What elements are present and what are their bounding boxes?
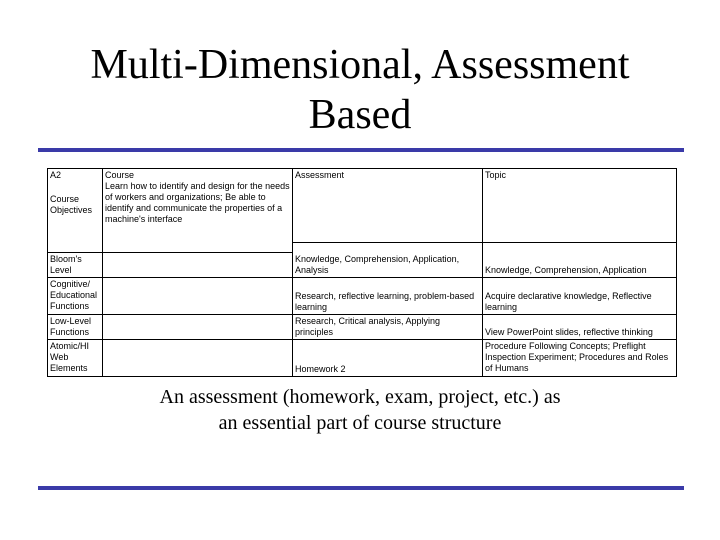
row-label-cognitive-functions: Cognitive/ Educational Functions xyxy=(48,278,103,315)
header-course: Course xyxy=(105,170,135,180)
table-row xyxy=(48,169,677,243)
cognitive-topic-cell: Acquire declarative knowledge, Reflective learning xyxy=(483,278,677,315)
table-cell xyxy=(293,169,483,243)
blooms-assessment-cell: Knowledge, Comprehension, Application, Analysis xyxy=(293,243,483,278)
table-cell xyxy=(48,169,103,253)
row-label-low-level-functions: Low-Level Functions xyxy=(48,315,103,340)
row-label-blooms-level: Bloom's Level xyxy=(48,253,103,278)
table-cell xyxy=(483,169,677,243)
header-topic: Topic xyxy=(485,170,507,180)
table-row xyxy=(48,315,677,340)
header-a2: A2 xyxy=(50,170,62,180)
table-cell xyxy=(103,169,293,253)
table-cell xyxy=(103,315,293,340)
row-label-course-objectives: Course Objectives xyxy=(50,194,93,215)
low-level-assessment-cell: Research, Critical analysis, Applying principles xyxy=(293,315,483,340)
course-objectives-text: Learn how to identify and design for the needs of workers and organizations; Be able to identify and communicate the properties of a machine's interface xyxy=(105,181,290,224)
course-structure-table xyxy=(47,168,677,377)
slide-title-line-1: Multi-Dimensional, Assessment xyxy=(90,42,630,88)
table-cell xyxy=(103,253,293,278)
atomic-assessment-cell: Homework 2 xyxy=(293,340,483,377)
blooms-topic-cell: Knowledge, Comprehension, Application xyxy=(483,243,677,278)
cognitive-assessment-cell: Research, reflective learning, problem-based learning xyxy=(293,278,483,315)
atomic-topic-cell: Procedure Following Concepts; Preflight Inspection Experiment; Procedures and Roles of Humans xyxy=(483,340,677,377)
bottom-divider xyxy=(38,486,684,490)
top-divider xyxy=(38,148,684,152)
slide-caption xyxy=(0,384,720,436)
table-row xyxy=(48,340,677,377)
low-level-topic-cell: View PowerPoint slides, reflective thinking xyxy=(483,315,677,340)
table-row xyxy=(48,278,677,315)
caption-line-2: an essential part of course structure xyxy=(218,412,502,434)
slide-title-line-2: Based xyxy=(308,92,412,138)
header-assessment: Assessment xyxy=(295,170,345,180)
table-cell xyxy=(103,278,293,315)
table-cell xyxy=(103,340,293,377)
slide-title xyxy=(0,40,720,140)
caption-line-1: An assessment (homework, exam, project, etc.) as xyxy=(159,386,561,408)
row-label-atomic-web-elements: Atomic/HI Web Elements xyxy=(48,340,103,377)
